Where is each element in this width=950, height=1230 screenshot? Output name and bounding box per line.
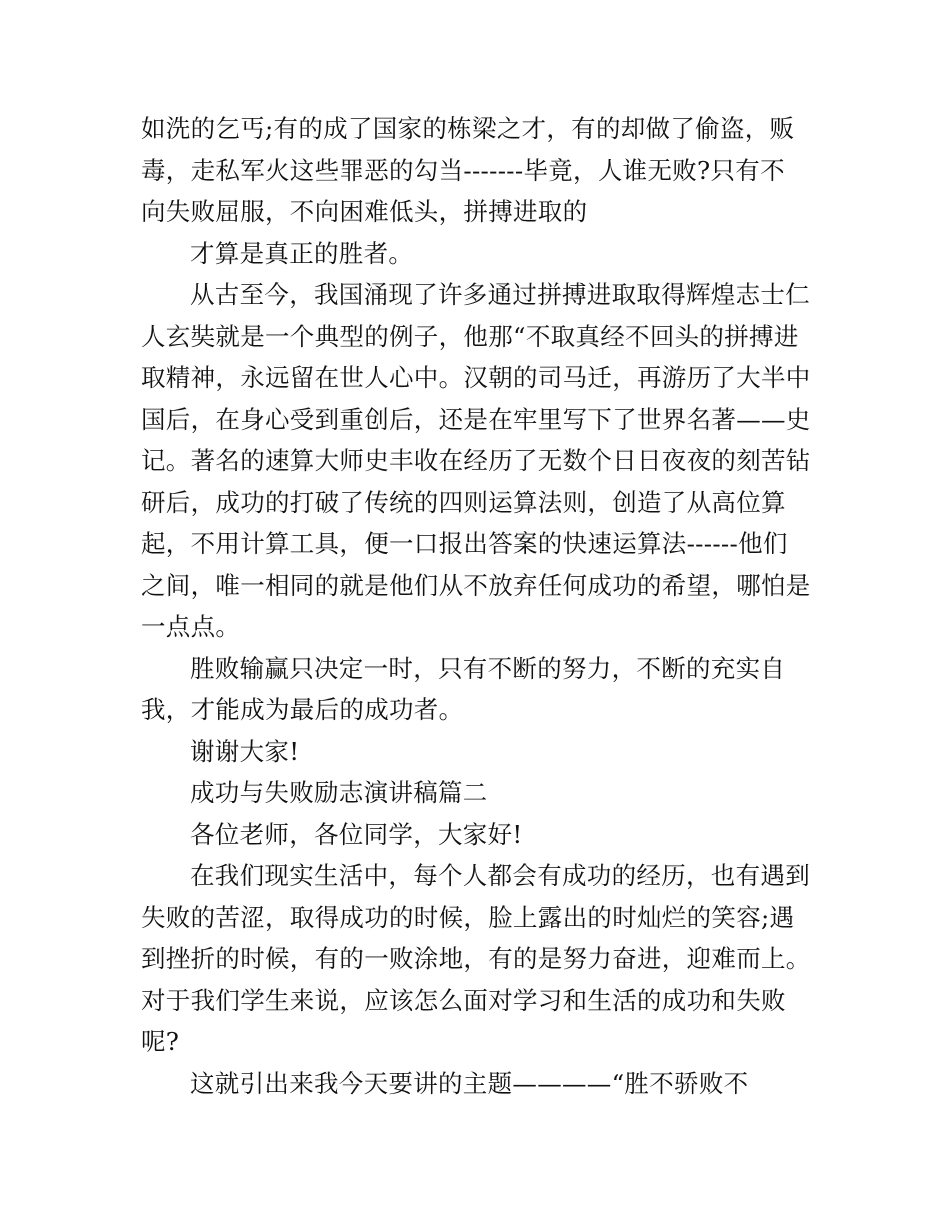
- text-line: 之间，唯一相同的就是他们从不放弃任何成功的希望，哪怕是: [141, 570, 811, 600]
- text-line: 到挫折的时候，有的一败涂地，有的是努力奋进，迎难而上。: [141, 944, 811, 973]
- text-line: 国后，在身心受到重创后，还是在牢里写下了世界名著——史: [141, 404, 811, 434]
- paragraph: [141, 648, 813, 731]
- text-line: 向失败屈服，不向困难低头，拼搏进取的: [141, 197, 588, 226]
- paragraph: [141, 814, 813, 856]
- text-line: 人玄奘就是一个典型的例子，他那“不取真经不回头的拼搏进: [141, 321, 799, 351]
- text-line: 各位老师，各位同学，大家好!: [190, 819, 523, 849]
- paragraph: [141, 1063, 813, 1105]
- text-line: 我，才能成为最后的成功者。: [141, 695, 464, 724]
- text-line: 毒，走私军火这些罪恶的勾当-------毕竟，人谁无败?只有不: [141, 155, 785, 185]
- paragraph: [141, 772, 813, 814]
- text-line: 如洗的乞丐;有的成了国家的栋梁之才，有的却做了偷盗，贩: [141, 114, 795, 143]
- text-line: 从古至今，我国涌现了许多通过拼搏进取取得辉煌志士仁: [190, 280, 810, 309]
- paragraph: [141, 108, 813, 233]
- text-line: 记。著名的速算大师史丰收在经历了无数个日日夜夜的刻苦钻: [141, 446, 811, 475]
- paragraph: [141, 731, 813, 773]
- text-line: 起，不用计算工具，便一口报出答案的快速运算法------他们: [141, 529, 788, 558]
- text-line: 对于我们学生来说，应该怎么面对学习和生活的成功和失败: [141, 985, 786, 1015]
- text-line: 才算是真正的胜者。: [190, 238, 414, 268]
- text-line: 一点点。: [141, 612, 241, 641]
- text-line: 在我们现实生活中，每个人都会有成功的经历，也有遇到: [190, 861, 810, 890]
- text-line: 谢谢大家!: [190, 736, 300, 766]
- document-body: [141, 108, 813, 1104]
- text-line: 呢?: [141, 1027, 180, 1056]
- text-line: 研后，成功的打破了传统的四则运算法则，创造了从高位算: [141, 487, 786, 517]
- text-line: 成功与失败励志演讲稿篇二: [190, 778, 488, 807]
- paragraph: [141, 855, 813, 1063]
- paragraph: [141, 274, 813, 648]
- text-line: 取精神，永远留在世人心中。汉朝的司马迁，再游历了大半中: [141, 363, 811, 392]
- paragraph: [141, 233, 813, 275]
- text-line: 胜败输赢只决定一时，只有不断的努力，不断的充实自: [190, 653, 786, 683]
- text-line: 失败的苦涩，取得成功的时候，脸上露出的时灿烂的笑容;遇: [141, 902, 795, 932]
- text-line: 这就引出来我今天要讲的主题————“胜不骄败不: [190, 1068, 749, 1098]
